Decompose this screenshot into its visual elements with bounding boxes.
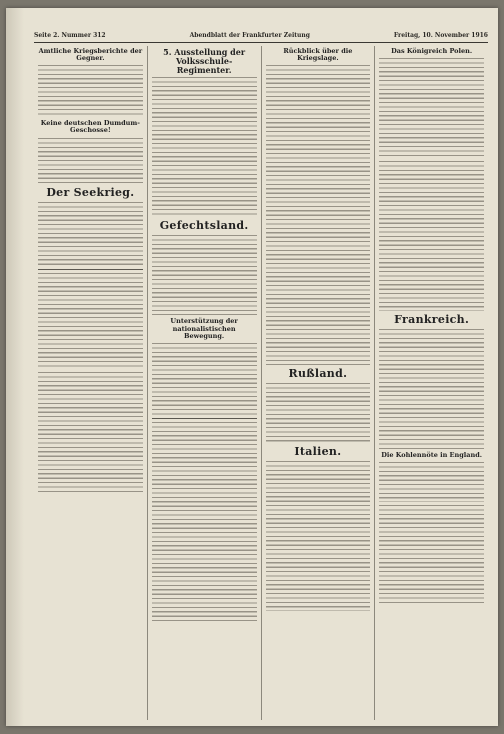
column-3 — [262, 46, 376, 720]
body-text-block — [152, 422, 257, 622]
article-heading: Amtliche Kriegsberichte der Gegner. — [38, 47, 143, 63]
article-heading: Rußland. — [288, 367, 348, 381]
column-divider — [38, 269, 143, 270]
body-text-block — [152, 343, 257, 415]
body-text-block — [266, 65, 371, 365]
article-heading: Keine deutschen Dumdum-Geschosse! — [40, 119, 140, 135]
body-text-block — [379, 58, 484, 158]
running-header — [34, 30, 488, 43]
article-heading: Der Seekrieg. — [46, 185, 135, 199]
article-heading: Das Königreich Polen. — [391, 47, 473, 55]
body-text-block — [38, 202, 143, 266]
article-heading: Gefechtsland. — [159, 219, 249, 233]
article-heading: Rückblick über die Kriegslage. — [283, 47, 353, 63]
body-text-block — [379, 462, 484, 502]
body-text-block — [152, 77, 257, 217]
header-right: Freitag, 10. November 1916 — [393, 31, 488, 39]
body-text-block — [38, 65, 143, 117]
text-columns — [34, 46, 488, 720]
header-center: Abendblatt der Frankfurter Zeitung — [189, 31, 310, 39]
body-text-block — [379, 161, 484, 311]
body-text-block — [38, 372, 143, 492]
column-divider — [152, 418, 257, 419]
article-heading: Unterstützung der nationalistischen Bewegung. — [170, 317, 238, 340]
body-text-block — [266, 461, 371, 611]
body-text-block — [38, 138, 143, 184]
article-heading: Frankreich. — [394, 313, 470, 327]
newspaper-page — [6, 8, 498, 726]
column-1 — [34, 46, 148, 720]
body-text-block — [38, 273, 143, 369]
column-2 — [148, 46, 262, 720]
page-binding-edge — [6, 8, 24, 726]
body-text-block — [152, 235, 257, 315]
header-left: Seite 2. Nummer 312 — [34, 31, 106, 39]
article-heading: Italien. — [294, 445, 342, 459]
body-text-block — [266, 383, 371, 443]
article-heading: Die Kohlennöte in England. — [381, 451, 482, 460]
body-text-block — [379, 329, 484, 449]
article-heading: 5. Ausstellung der Volksschule-Regimenter. — [163, 47, 246, 75]
body-text-block — [379, 505, 484, 605]
column-4 — [375, 46, 488, 720]
